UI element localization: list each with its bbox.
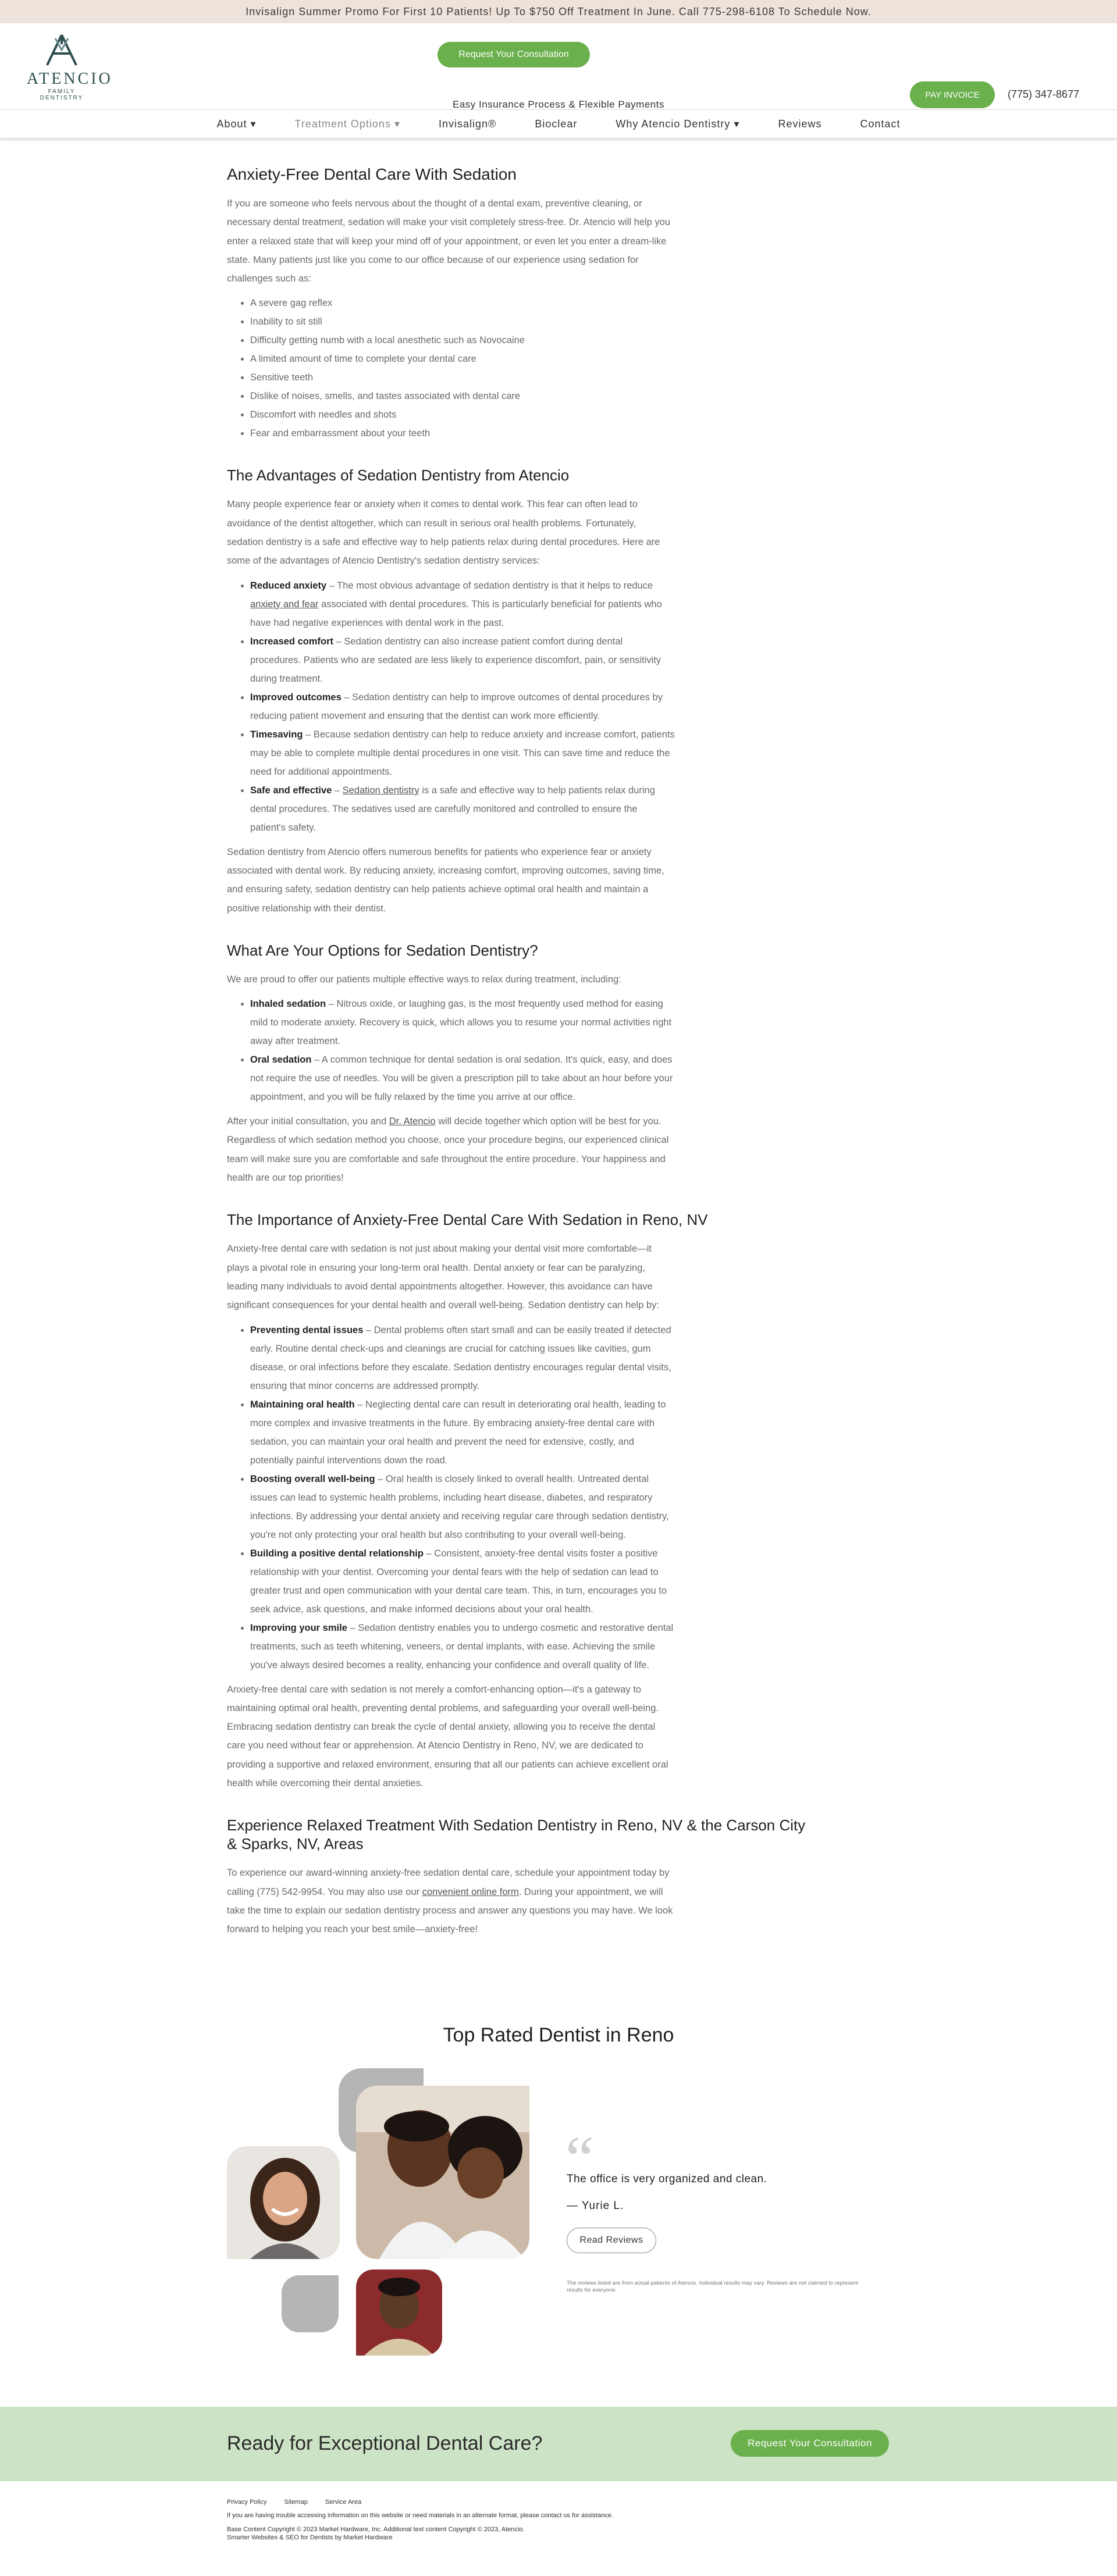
list-item: [250, 1321, 675, 1395]
item-term: Safe and effective: [250, 785, 332, 796]
list-item: [250, 576, 675, 632]
item-text: – The most obvious advantage of sedation dentistry is that it helps to reduce: [326, 580, 653, 591]
item-term: Boosting overall well-being: [250, 1473, 375, 1484]
paragraph-text: . During your appointment, we will take the time to explain our sedation dentistry process and answer any questions you may have. We look forward to helping you reach your best smile—anxiety-free!: [227, 1886, 673, 1935]
online-form-link[interactable]: convenient online form: [422, 1886, 519, 1897]
list-item: [250, 1395, 675, 1470]
item-term: Oral sedation: [250, 1054, 312, 1066]
service-area-link[interactable]: Service Area: [325, 2499, 362, 2506]
list-item: [250, 632, 675, 688]
list-item: • A limited amount of time to complete your dental care: [250, 350, 675, 368]
main-nav: [0, 109, 1117, 138]
smiling-woman-image: [227, 2146, 340, 2259]
smiling-man-image: [356, 2269, 442, 2356]
list-item: • Sensitive teeth: [250, 368, 675, 387]
page-title: Anxiety-Free Dental Care With Sedation: [227, 165, 517, 183]
paragraph: Anxiety-free dental care with sedation is not merely a comfort-enhancing option—it's a gateway to maintaining optimal oral health, preventing dental problems, and safeguarding your overall well-being. Embracing sedation dentistry can break the cycle of dental anxiety, allowing you to receive the dental care you need without fear or apprehension. At Atencio Dentistry in Reno, NV, we are dedicated to providing a supportive and relaxed environment, ensuring that all our patients can achieve excellent oral health while overcoming their dental anxieties.: [227, 1684, 668, 1789]
paragraph: [227, 1112, 675, 1187]
item-term: Preventing dental issues: [250, 1324, 364, 1335]
father-daughter-image: [356, 2086, 529, 2259]
list-item: • A severe gag reflex: [250, 294, 675, 312]
list-item: [250, 1619, 675, 1674]
pay-invoice-button[interactable]: PAY INVOICE: [910, 81, 995, 108]
patient-photo-smiling-woman: [227, 2146, 340, 2259]
reviews-disclaimer: The reviews listed are from actual patients of Atencio. Individual results may vary. Reviews are not claimed to represent results for everyone.: [567, 2280, 858, 2293]
paragraph: Many people experience fear or anxiety when it comes to dental work. This fear can often lead to avoidance of the dentist altogether, which can result in serious oral health problems. Fortunately, sedation dentistry is a safe and effective way to help patients relax during dental procedures. Here are some of the advantages of Atencio Dentistry's sedation dentistry services:: [227, 499, 660, 566]
item-text: – Neglecting dental care can result in deteriorating oral health, leading to more complex and invasive treatments in the future. By embracing anxiety-free dental care with sedation, you can maintain your oral health and prevent the need for extensive, costly, and potentially painful interventions down the road.: [250, 1399, 666, 1466]
nav-about[interactable]: [197, 118, 275, 130]
item-term: Inhaled sedation: [250, 999, 326, 1010]
nav-contact[interactable]: Contact: [860, 117, 901, 130]
item-term: Improving your smile: [250, 1622, 347, 1633]
insurance-tagline: Easy Insurance Process & Flexible Payments: [453, 99, 664, 110]
item-term: Increased comfort: [250, 636, 334, 647]
promo-bar: [0, 0, 1117, 23]
nav-treatment-options[interactable]: [276, 118, 419, 130]
sedation-dentistry-link[interactable]: Sedation dentistry: [342, 785, 419, 796]
reviews-heading: Top Rated Dentist in Reno: [443, 2024, 674, 2046]
request-consultation-button[interactable]: Request Your Consultation: [437, 42, 590, 67]
list-item: [250, 1470, 675, 1544]
nav-reviews[interactable]: Reviews: [778, 117, 822, 130]
section-heading: What Are Your Options for Sedation Dentistry?: [227, 941, 538, 959]
privacy-policy-link[interactable]: Privacy Policy: [227, 2499, 267, 2506]
section-heading: The Advantages of Sedation Dentistry from Atencio: [227, 466, 570, 484]
list-item: [250, 781, 675, 837]
review-author: — Yurie L.: [567, 2200, 624, 2212]
item-text: – Consistent, anxiety-free dental visits foster a positive relationship with your dentist. Overcoming your dental fears with the help of sedation can lead to greater trust and open communication with your dental care team. This, in turn, encourages you to seek advice, ask questions, and make informed decisions about your oral health.: [250, 1548, 667, 1615]
nav-why-label: Why Atencio Dentistry: [616, 117, 731, 130]
nav-about-label: About: [216, 117, 247, 130]
accessibility-note: If you are having trouble accessing information on this website or need materials in an alternate format, please contact us for assistance.: [227, 2512, 614, 2519]
item-text: associated with dental procedures. This is particularly beneficial for patients who have had negative experiences with dental work in the past.: [250, 598, 662, 628]
list-item: [250, 995, 675, 1050]
list-item: • Difficulty getting numb with a local anesthetic such as Novocaine: [250, 331, 675, 350]
cta-band-button[interactable]: Request Your Consultation: [731, 2430, 889, 2457]
anxiety-fear-link[interactable]: anxiety and fear: [250, 598, 319, 610]
paragraph-text: will decide together which option will be best for you. Regardless of which sedation method you choose, once your procedure begins, our experienced clinical team will make sure you are comfortable and safe throughout the entire procedure. Your happiness and health are our top priorities!: [227, 1116, 669, 1184]
list-item: • Inability to sit still: [250, 312, 675, 331]
item-text: – Sedation dentistry can also increase patient comfort during dental procedures. Patients who are sedated are less likely to experience discomfort, pain, or sensitivity during treatment.: [250, 636, 661, 684]
article: [227, 165, 809, 1945]
site-header: [0, 23, 1117, 109]
list-item: [250, 725, 675, 781]
dr-atencio-link[interactable]: Dr. Atencio: [389, 1116, 436, 1127]
patient-photo-father-daughter: [356, 2086, 529, 2259]
review-quote: The office is very organized and clean.: [567, 2173, 767, 2185]
footer-links: [227, 2499, 867, 2506]
list-item: • Dislike of noises, smells, and tastes associated with dental care: [250, 387, 675, 405]
item-term: Reduced anxiety: [250, 580, 327, 591]
list-item: [250, 1544, 675, 1619]
item-term: Timesaving: [250, 729, 303, 740]
credit-line[interactable]: Smarter Websites & SEO for Dentists by Market Hardware: [227, 2534, 393, 2541]
caret-down-icon: ▾: [734, 117, 740, 130]
decorative-shape: [282, 2275, 339, 2332]
options-list: [250, 995, 675, 1106]
paragraph: [227, 1864, 675, 1939]
intro-paragraph: If you are someone who feels nervous about the thought of a dental exam, preventive cleaning, or necessary dental treatment, sedation will make your visit completely stress-free. Dr. Atencio will help you enter a relaxed state that will keep your mind off of your appointment, or even let you enter a dream-like state. Many patients just like you come to our office because of our experience using sedation for challenges such as:: [227, 198, 671, 284]
quote-icon: “: [565, 2123, 594, 2194]
phone-link[interactable]: (775) 347-8677: [1008, 88, 1080, 100]
list-item: • Fear and embarrassment about your teeth: [250, 424, 675, 443]
item-term: Improved outcomes: [250, 692, 341, 703]
site-footer: [227, 2499, 867, 2542]
cta-band: [0, 2407, 1117, 2481]
item-text: is a safe and effective way to help patients relax during dental procedures. The sedatives used are carefully monitored and controlled to ensure the patient's safety.: [250, 785, 655, 833]
caret-down-icon: ▾: [250, 117, 257, 130]
section-heading: Experience Relaxed Treatment With Sedation Dentistry in Reno, NV & the Carson City & Sparks, NV, Areas: [227, 1816, 806, 1853]
sitemap-link[interactable]: Sitemap: [284, 2499, 308, 2506]
list-item: • Discomfort with needles and shots: [250, 405, 675, 424]
paragraph-text: To experience our award-winning anxiety-free sedation dental care, schedule your appointment today by calling (775) 542-9954. You may also use our: [227, 1868, 670, 1897]
list-item: [250, 688, 675, 725]
item-text: – A common technique for dental sedation is oral sedation. It's quick, easy, and does not require the use of needles. You will be given a prescription pill to take about an hour before your appointment, and you will be fully relaxed by the time you arrive at our office.: [250, 1054, 673, 1103]
copyright-line: Base Content Copyright © 2023 Market Hardware, Inc. Additional text content Copyright © 2023, Atencio.: [227, 2526, 525, 2533]
item-text: – Dental problems often start small and can be easily treated if detected early. Routine dental check-ups and cleanings are crucial for catching issues like cavities, gum disease, or oral infections before they escalate. Sedation dentistry encourages regular dental visits, ensuring that minor concerns are addressed promptly.: [250, 1324, 671, 1391]
item-text: –: [332, 785, 343, 796]
logo-subtitle: FAMILY DENTISTRY: [40, 88, 84, 101]
caret-down-icon: ▾: [394, 117, 401, 130]
logo-wordmark: ATENCIO: [27, 70, 113, 88]
advantages-list: [250, 576, 675, 837]
cta-band-heading: Ready for Exceptional Dental Care?: [227, 2432, 543, 2454]
item-text: – Oral health is closely linked to overall health. Untreated dental issues can lead to systemic health problems, including heart disease, diabetes, and respiratory infections. By addressing your dental anxiety and receiving regular care through sedation dentistry, you're not only protecting your oral health but also contributing to your overall well-being.: [250, 1473, 669, 1540]
promo-text: Invisalign Summer Promo For First 10 Patients! Up To $750 Off Treatment In June. Call 775-298-6108 To Schedule Now.: [246, 5, 871, 17]
paragraph: Sedation dentistry from Atencio offers numerous benefits for patients who experience fear or anxiety associated with dental work. By reducing anxiety, increasing comfort, improving outcomes, saving time, and ensuring safety, sedation dentistry can help patients achieve optimal oral health and maintain a positive relationship with their dentist.: [227, 846, 664, 914]
read-reviews-button[interactable]: Read Reviews: [567, 2228, 656, 2253]
paragraph: We are proud to offer our patients multiple effective ways to relax during treatment, including:: [227, 974, 621, 985]
item-text: – Nitrous oxide, or laughing gas, is the most frequently used method for easing mild to moderate anxiety. Recovery is quick, which allows you to resume your normal activities right away after treatment.: [250, 999, 672, 1047]
item-term: Maintaining oral health: [250, 1399, 355, 1410]
nav-bioclear[interactable]: Bioclear: [535, 117, 578, 130]
logo[interactable]: [27, 33, 113, 101]
patient-photo-smiling-man: [356, 2269, 442, 2356]
logo-tooth-icon: [41, 33, 82, 67]
item-text: – Sedation dentistry can help to improve outcomes of dental procedures by reducing patient movement and ensuring that the dentist can work more efficiently.: [250, 692, 663, 721]
item-text: – Because sedation dentistry can help to reduce anxiety and increase comfort, patients may be able to complete multiple dental procedures in one visit. This can save time and reduce the need for additional appointments.: [250, 729, 675, 777]
importance-list: [250, 1321, 675, 1674]
list-item: [250, 1050, 675, 1106]
item-text: – Sedation dentistry enables you to undergo cosmetic and restorative dental treatments, such as teeth whitening, veneers, or dental implants, with ease. Achieving the smile you've always desired becomes a reality, enhancing your confidence and overall quality of life.: [250, 1622, 674, 1670]
item-term: Building a positive dental relationship: [250, 1548, 424, 1559]
challenges-list: [250, 294, 675, 443]
nav-why-atencio[interactable]: [596, 118, 759, 130]
section-heading: The Importance of Anxiety-Free Dental Care With Sedation in Reno, NV: [227, 1211, 708, 1229]
paragraph: Anxiety-free dental care with sedation is not just about making your dental visit more comfortable—it plays a pivotal role in ensuring your long-term oral health. Dental anxiety or fear can be paralyzing, leading many individuals to avoid dental appointments altogether. However, this avoidance can have significant consequences for your dental health and overall well-being. Sedation dentistry can help by:: [227, 1244, 659, 1311]
nav-invisalign[interactable]: Invisalign®: [439, 117, 497, 130]
paragraph-text: After your initial consultation, you and: [227, 1116, 389, 1127]
nav-treatment-label: Treatment Options: [294, 117, 391, 130]
